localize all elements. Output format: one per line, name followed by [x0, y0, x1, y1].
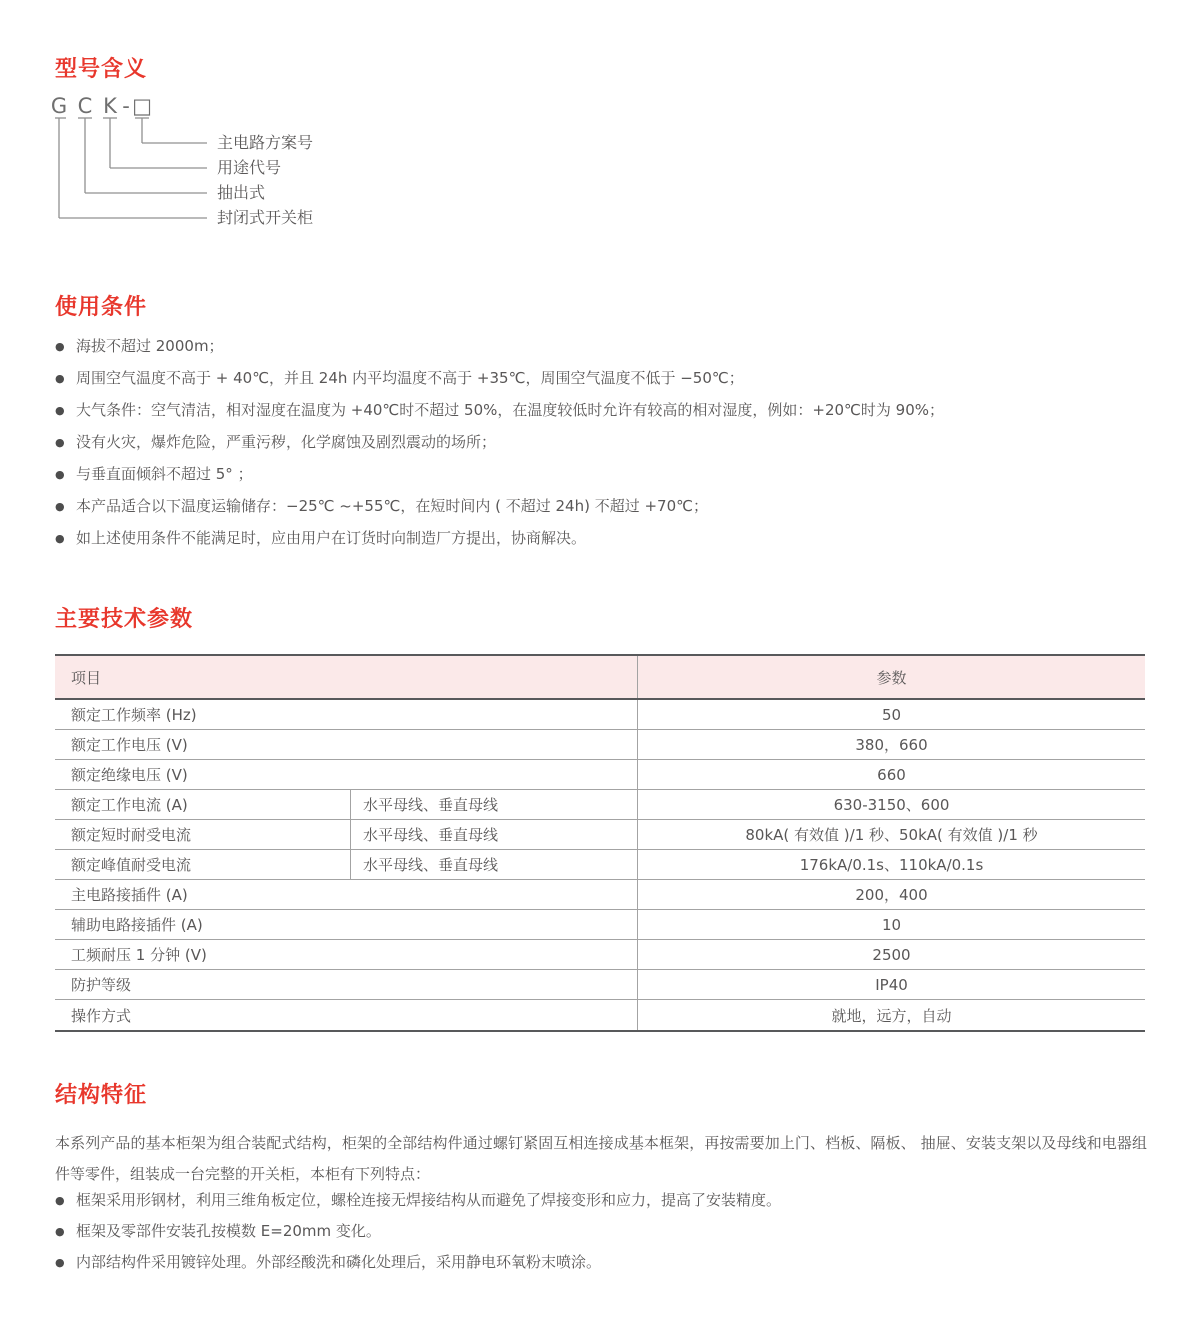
table-cell-value: 就地，远方，自动 [637, 1000, 1145, 1030]
table-header-row [55, 656, 1145, 700]
list-item-text: 周围空气温度不高于 + 40℃，并且 24h 内平均温度不高于 +35℃，周围空气温度不低于 −50℃； [76, 369, 744, 387]
table-cell-item: 额定短时耐受电流 [71, 826, 192, 844]
section-title-structure-features: 结构特征 [55, 1083, 148, 1108]
tech-params-table [55, 654, 1145, 1032]
bullet-icon: ● [55, 1256, 65, 1269]
table-cell-value: 176kA/0.1s、110kA/0.1s [637, 850, 1145, 879]
table-cell-item: 辅助电路接插件 (A) [71, 916, 203, 934]
table-cell-item: 工频耐压 1 分钟 (V) [71, 946, 207, 964]
list-item [55, 1222, 1155, 1241]
table-cell-item: 操作方式 [71, 1006, 132, 1025]
table-row [55, 820, 1145, 850]
usage-conditions-list [55, 337, 1155, 561]
table-cell-value: IP40 [637, 970, 1145, 999]
diagram-label-usage-code: 用途代号 [217, 158, 282, 177]
table-header-param: 参数 [637, 656, 1145, 698]
list-item [55, 1253, 1155, 1272]
list-item [55, 1191, 1155, 1210]
table-cell-value: 80kA( 有效值 )/1 秒、50kA( 有效值 )/1 秒 [637, 820, 1145, 849]
section-title-tech-params: 主要技术参数 [55, 607, 194, 632]
table-cell-sub: 水平母线、垂直母线 [350, 790, 637, 819]
table-row [55, 850, 1145, 880]
table-cell-sub: 水平母线、垂直母线 [350, 820, 637, 849]
table-cell-item: 主电路接插件 (A) [71, 886, 188, 904]
bullet-icon: ● [55, 340, 65, 353]
section-title-usage-conditions: 使用条件 [55, 295, 148, 320]
list-item [55, 497, 1155, 516]
list-item-text: 如上述使用条件不能满足时，应由用户在订货时向制造厂方提出，协商解决。 [76, 529, 587, 547]
table-cell-value: 50 [637, 700, 1145, 729]
diagram-label-scheme-number: 主电路方案号 [217, 133, 314, 152]
bullet-icon: ● [55, 404, 65, 417]
list-item-text: 内部结构件采用镀锌处理。外部经酸洗和磷化处理后，采用静电环氧粉末喷涂。 [76, 1253, 602, 1271]
list-item [55, 401, 1155, 420]
code-letter-g: G [50, 94, 68, 118]
table-cell-value: 200，400 [637, 880, 1145, 909]
list-item-text: 本产品适合以下温度运输储存：−25℃ ~+55℃，在短时间内 ( 不超过 24h) 不超过 +70℃； [76, 497, 708, 515]
structure-features-list [55, 1191, 1155, 1284]
list-item-text: 框架及零部件安装孔按模数 E=20mm 变化。 [76, 1222, 381, 1240]
table-row [55, 700, 1145, 730]
table-row [55, 730, 1145, 760]
list-item [55, 337, 1155, 356]
table-row [55, 790, 1145, 820]
table-cell-item: 额定绝缘电压 (V) [71, 766, 188, 784]
table-cell-item: 额定峰值耐受电流 [71, 856, 192, 874]
table-cell-value: 660 [637, 760, 1145, 789]
section-title-model-meaning: 型号含义 [55, 57, 148, 82]
table-cell-value: 2500 [637, 940, 1145, 969]
table-row [55, 910, 1145, 940]
bullet-icon: ● [55, 500, 65, 513]
list-item [55, 369, 1155, 388]
list-item-text: 没有火灾，爆炸危险，严重污秽，化学腐蚀及剧烈震动的场所； [76, 433, 497, 451]
bullet-icon: ● [55, 532, 65, 545]
diagram-label-enclosed-switchgear: 封闭式开关柜 [217, 208, 314, 227]
bullet-icon: ● [55, 372, 65, 385]
table-cell-item: 额定工作电压 (V) [71, 736, 188, 754]
table-row [55, 1000, 1145, 1030]
model-code-diagram [50, 94, 415, 240]
table-cell-item: 额定工作频率 (Hz) [71, 706, 197, 724]
code-letter-c: C [77, 94, 93, 118]
diagram-label-drawout-type: 抽出式 [217, 183, 266, 202]
table-row [55, 970, 1145, 1000]
table-header-item: 项目 [71, 668, 102, 687]
table-row [55, 760, 1145, 790]
list-item-text: 海拔不超过 2000m； [76, 337, 224, 355]
code-letter-box: □ [132, 94, 152, 118]
bullet-icon: ● [55, 1225, 65, 1238]
list-item [55, 465, 1155, 484]
table-cell-value: 380，660 [637, 730, 1145, 759]
code-letter-k: K [103, 94, 117, 118]
table-cell-item: 防护等级 [71, 976, 132, 994]
bullet-icon: ● [55, 468, 65, 481]
code-letter-dash: - [122, 94, 130, 118]
table-cell-value: 10 [637, 910, 1145, 939]
list-item [55, 529, 1155, 548]
list-item-text: 与垂直面倾斜不超过 5° ； [76, 465, 253, 483]
list-item-text: 大气条件：空气清洁，相对湿度在温度为 +40℃时不超过 50%，在温度较低时允许有较高的相对湿度，例如：+20℃时为 90%； [76, 401, 944, 419]
list-item-text: 框架采用形钢材，利用三维角板定位，螺栓连接无焊接结构从而避免了焊接变形和应力，提高了安装精度。 [76, 1191, 782, 1209]
table-cell-item: 额定工作电流 (A) [71, 796, 188, 814]
structure-features-intro: 本系列产品的基本柜架为组合装配式结构，柜架的全部结构件通过螺钉紧固互相连接成基本框架，再按需要加上门、档板、隔板、 抽屉、安装支架以及母线和电器组件等零件，组装成一台完整的开关柜，本柜有下列特点： [55, 1134, 1147, 1183]
bullet-icon: ● [55, 436, 65, 449]
table-cell-value: 630-3150、600 [637, 790, 1145, 819]
table-cell-sub: 水平母线、垂直母线 [350, 850, 637, 879]
list-item [55, 433, 1155, 452]
table-row [55, 940, 1145, 970]
table-row [55, 880, 1145, 910]
bullet-icon: ● [55, 1194, 65, 1207]
